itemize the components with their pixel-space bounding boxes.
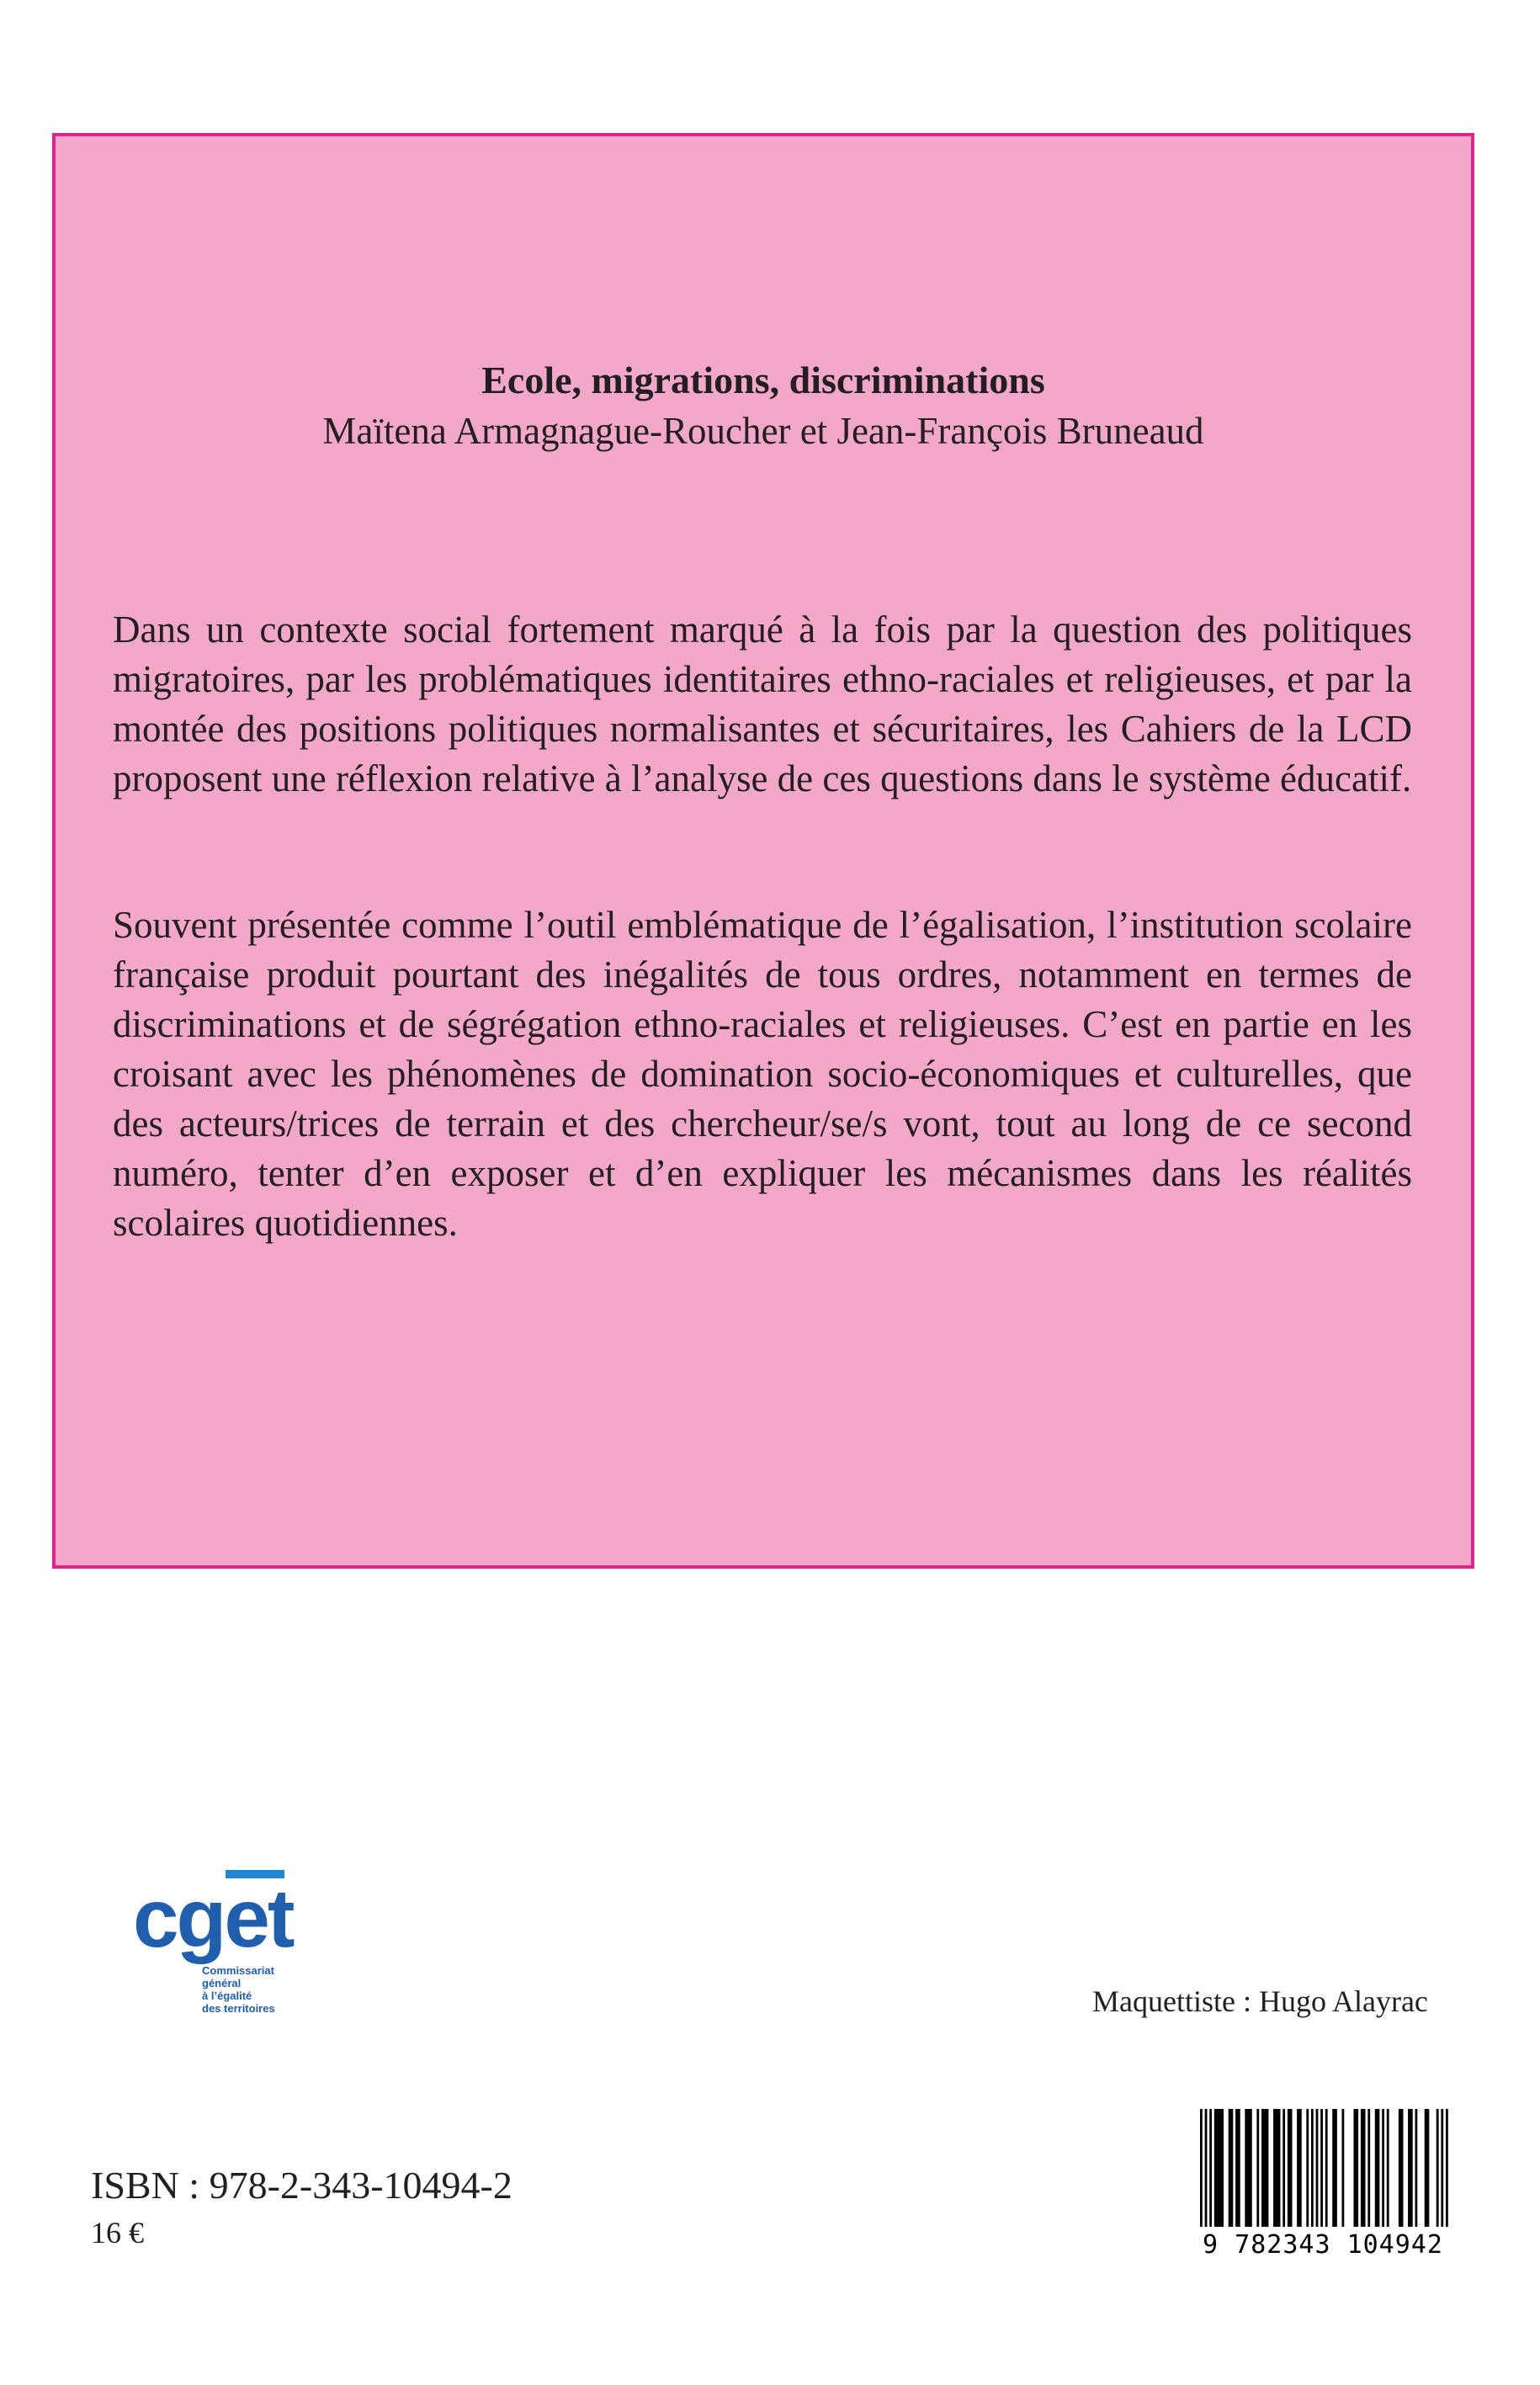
barcode-bar	[1320, 2109, 1323, 2227]
summary-paragraph-2: Souvent présentée comme l’outil emblématique de l’égalisation, l’institution scolaire française produit pourtant des inégalités de tous ordres, notamment en termes de discriminations et de ségrégation ethno-raciales et religieuses. C’est en partie en les croisant avec les phénomènes de domination socio-économiques et culturelles, que des acteurs/trices de terrain et des chercheur/se/s vont, tout au long de ce second numéro, tenter d’en exposer et d’en expliquer les mécanismes dans les réalités scolaires quotidiennes.	[113, 904, 1412, 1244]
barcode-bar	[1332, 2109, 1337, 2227]
barcode-digits: 9 782343 104942	[1203, 2230, 1443, 2260]
book-authors: Maïtena Armagnague-Roucher et Jean-François Bruneaud	[322, 410, 1204, 452]
logo-wordmark: cget	[133, 1872, 293, 1964]
barcode-bar	[1282, 2109, 1285, 2227]
barcode-bar	[1306, 2109, 1309, 2227]
barcode	[1197, 2109, 1449, 2262]
logo-subtitle-line: des territoires	[202, 2002, 275, 2015]
barcode-bar	[1205, 2109, 1208, 2227]
barcode-bar	[1288, 2109, 1293, 2227]
designer-credit: Maquettiste : Hugo Alayrac	[1092, 1984, 1428, 2018]
barcode-bar	[1214, 2109, 1224, 2227]
barcode-bar	[1316, 2109, 1319, 2227]
barcode-bar	[1325, 2109, 1328, 2227]
barcode-bar	[1256, 2109, 1259, 2227]
barcode-bar	[1200, 2109, 1203, 2227]
barcode-bar	[1425, 2109, 1430, 2227]
barcode-bar	[1245, 2109, 1251, 2227]
logo-subtitle-line: Commissariat	[202, 1964, 274, 1977]
isbn: ISBN : 978-2-343-10494-2	[91, 2164, 512, 2207]
summary-paragraph-1: Dans un contexte social fortement marqué à la fois par la question des politiques migratoires, par les problématiques identitaires ethno-raciales et religieuses, et par la montée des positions politiques normalisantes et sécuritaires, les Cahiers de la LCD proposent une réflexion relative à l’analyse de ces questions dans le système éducatif.	[113, 608, 1412, 799]
barcode-bar	[1375, 2109, 1380, 2227]
barcode-bar	[1382, 2109, 1384, 2227]
barcode-bars	[1197, 2109, 1449, 2235]
logo-subtitle	[202, 1964, 275, 2015]
barcode-bar	[1441, 2109, 1443, 2227]
barcode-bar	[1273, 2109, 1280, 2227]
barcode-bar	[1311, 2109, 1314, 2227]
barcode-bar	[1235, 2109, 1240, 2227]
barcode-bar	[1415, 2109, 1418, 2227]
barcode-bar	[1261, 2109, 1268, 2227]
cget-logo	[133, 1870, 301, 2021]
barcode-bar	[1354, 2109, 1359, 2227]
barcode-bar	[1399, 2109, 1404, 2227]
barcode-bar	[1341, 2109, 1344, 2227]
barcode-bar	[1367, 2109, 1370, 2227]
barcode-bar	[1297, 2109, 1302, 2227]
barcode-bar	[1209, 2109, 1212, 2227]
barcode-bar	[1436, 2109, 1439, 2227]
price: 16 €	[91, 2216, 144, 2250]
barcode-bar	[1408, 2109, 1413, 2227]
logo-subtitle-line: général	[202, 1977, 242, 1989]
logo-subtitle-line: à l’égalité	[202, 1989, 252, 2002]
cover-panel	[52, 133, 1474, 1569]
book-title: Ecole, migrations, discriminations	[481, 359, 1045, 401]
barcode-bar	[1229, 2109, 1234, 2227]
barcode-bar	[1446, 2109, 1448, 2227]
barcode-bar	[1361, 2109, 1366, 2227]
barcode-bar	[1387, 2109, 1389, 2227]
